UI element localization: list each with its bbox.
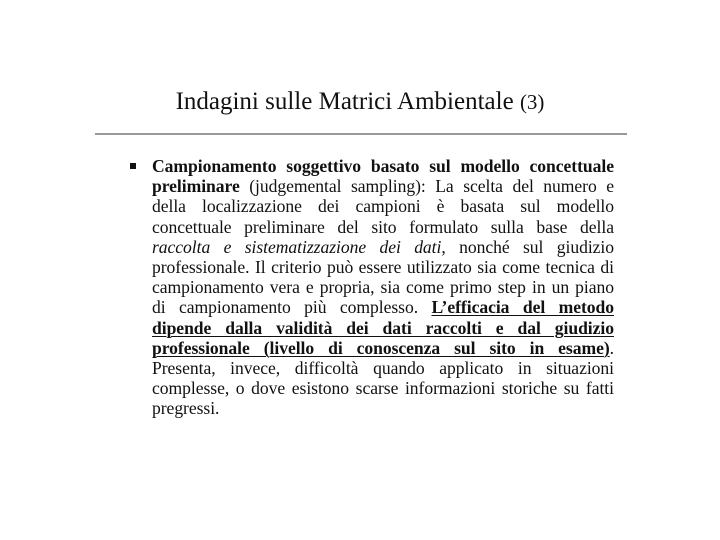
bullet-text-part-2: , nonché sul giudizio professionale. Il criterio può essere utilizzato sia come tecnica di campionamento vera e propria, sia come primo step in un piano di campionamento più complesso. xyxy=(152,236,614,318)
slide-title xyxy=(95,86,625,118)
bullet-text-part-3: . Presenta, invece, difficoltà quando applicato in situazioni complesse, o dove esistono scarse informazioni storiche su fatti pregressi. xyxy=(152,337,614,419)
bullet-italic-phrase: raccolta e sistematizzazione dei dati xyxy=(152,236,442,257)
slide-title-text: Indagini sulle Matrici Ambientale xyxy=(175,88,514,115)
bullet-emphasis: L’efficacia del metodo dipende dalla validità dei dati raccolti e dal giudizio professionale (livello di conoscenza sul sito in esame) xyxy=(152,297,614,358)
bullet-term: Campionamento soggettivo basato sul modello concettuale preliminare xyxy=(152,156,614,197)
bullet-text-part-1: (judgemental sampling): La scelta del numero e della localizzazione dei campioni è basata sul modello concettuale preliminare del sito formulato sulla base della xyxy=(152,176,614,237)
slide-title-number: (3) xyxy=(519,90,545,114)
bullet-list xyxy=(130,156,614,419)
square-bullet-icon xyxy=(130,163,136,169)
bullet-item xyxy=(130,156,614,419)
title-divider xyxy=(95,133,627,135)
